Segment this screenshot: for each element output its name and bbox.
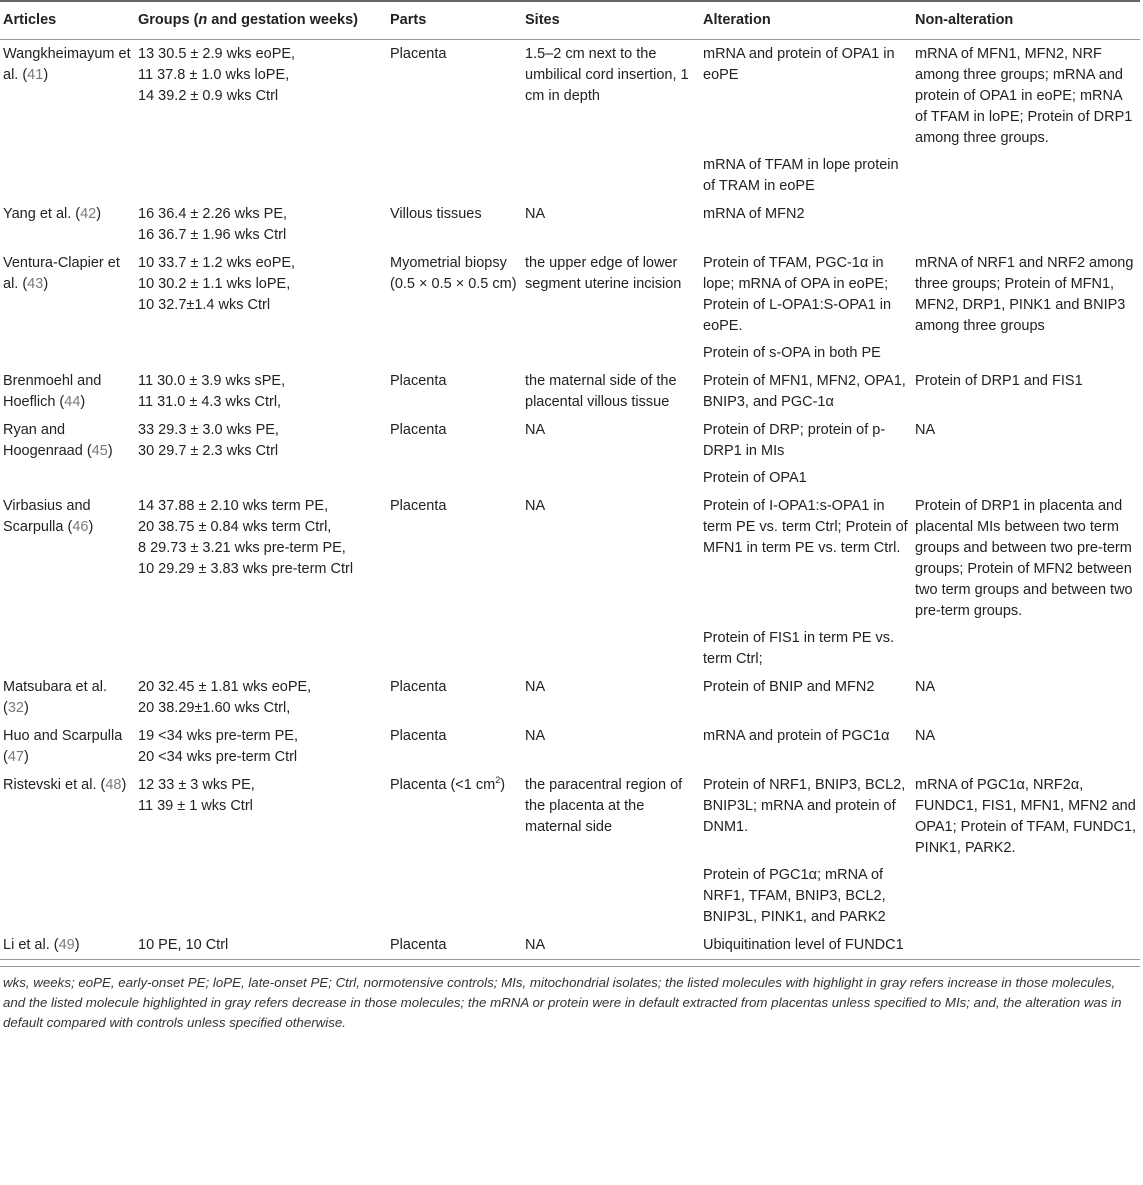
non-alteration-cell: Protein of DRP1 and FIS1 (915, 373, 1083, 389)
table-row (0, 492, 1140, 625)
header-alteration: Alteration (700, 1, 912, 40)
citation-link[interactable]: 48 (105, 777, 122, 793)
citation-link[interactable]: 41 (27, 67, 44, 83)
non-alteration-cell: mRNA of MFN1, MFN2, NRF among three groups; mRNA and protein of OPA1 in eoPE; mRNA of TFAM in loPE; Protein of DRP1 among three groups. (915, 46, 1133, 146)
citation-link[interactable]: 43 (27, 276, 44, 292)
parts-cell: Placenta (390, 373, 447, 389)
group-line: 10 PE, 10 Ctrl (138, 937, 229, 953)
article-cell (0, 931, 135, 960)
sites-cell: the upper edge of lower segment uterine incision (525, 255, 682, 292)
non-alteration-cell: NA (915, 679, 936, 695)
group-line: 16 36.4 ± 2.26 wks PE, (138, 206, 288, 222)
alteration-cell: Protein of NRF1, BNIP3, BCL2, BNIP3L; mRNA and protein of DNM1. (703, 777, 906, 835)
parts-cell: Placenta (390, 422, 447, 438)
alteration-cell: mRNA and protein of OPA1 in eoPE (703, 46, 895, 83)
table-row (0, 200, 1140, 249)
article-name: Wangkheimayum et al. ( (3, 46, 131, 83)
article-paren: ) (23, 749, 29, 765)
article-name: Yang et al. ( (3, 206, 81, 222)
groups-cell (135, 416, 387, 465)
citation-link[interactable]: 45 (91, 443, 108, 459)
table-row (0, 416, 1140, 465)
group-line: 13 30.5 ± 2.9 wks eoPE, (138, 46, 296, 62)
article-name: Huo and Scarpulla ( (3, 728, 123, 765)
article-cell (0, 367, 135, 416)
parts-cell: Placenta (390, 498, 447, 514)
alteration-cell: Protein of BNIP and MFN2 (703, 679, 875, 695)
groups-cell (135, 367, 387, 416)
alteration-cell: Protein of MFN1, MFN2, OPA1, BNIP3, and PGC-1α (703, 373, 906, 410)
table-row (0, 673, 1140, 722)
article-cell (0, 722, 135, 771)
article-cell (0, 771, 135, 862)
article-cell (0, 673, 135, 722)
header-groups-n: n (198, 12, 208, 28)
citation-link[interactable]: 49 (58, 937, 75, 953)
group-line: 11 37.8 ± 1.0 wks loPE, (138, 67, 290, 83)
alteration-cell-2: Protein of OPA1 (703, 470, 807, 486)
group-line: 11 39 ± 1 wks Ctrl (138, 798, 253, 814)
article-cell (0, 416, 135, 465)
sites-cell: the paracentral region of the placenta at the maternal side (525, 777, 683, 835)
article-cell (0, 40, 135, 153)
non-alteration-cell (912, 931, 1140, 960)
group-line: 20 32.45 ± 1.81 wks eoPE, (138, 679, 312, 695)
alteration-cell: mRNA of MFN2 (703, 206, 805, 222)
table-subrow (0, 465, 1140, 492)
sites-cell: NA (525, 498, 546, 514)
header-sites: Sites (522, 1, 700, 40)
citation-link[interactable]: 47 (7, 749, 24, 765)
alteration-cell: Protein of I-OPA1:s-OPA1 in term PE vs. term Ctrl; Protein of MFN1 in term PE vs. term Ctrl. (703, 498, 908, 556)
sites-cell: 1.5–2 cm next to the umbilical cord insertion, 1 cm in depth (525, 46, 689, 104)
alteration-cell-2: Protein of PGC1α; mRNA of NRF1, TFAM, BNIP3, BCL2, BNIP3L, PINK1, and PARK2 (703, 867, 886, 925)
table-header (0, 1, 1140, 40)
parts-cell: Villous tissues (390, 206, 482, 222)
article-name: Matsubara et al. ( (3, 679, 107, 716)
group-line: 14 37.88 ± 2.10 wks term PE, (138, 498, 329, 514)
non-alteration-cell: mRNA of PGC1α, NRF2α, FUNDC1, FIS1, MFN1, MFN2 and OPA1; Protein of TFAM, FUNDC1, PINK1, PARK2. (915, 777, 1137, 856)
article-paren: ) (23, 700, 29, 716)
parts-cell: Placenta (390, 679, 447, 695)
article-paren: ) (74, 937, 80, 953)
article-cell (0, 249, 135, 340)
header-groups-pre: Groups ( (138, 12, 199, 28)
table-row (0, 931, 1140, 960)
citation-link[interactable]: 32 (7, 700, 24, 716)
table-row (0, 249, 1140, 340)
parts-cell: Placenta (387, 931, 522, 960)
table-row (0, 367, 1140, 416)
group-line: 12 33 ± 3 wks PE, (138, 777, 255, 793)
article-name: Ristevski et al. ( (3, 777, 106, 793)
citation-link[interactable]: 42 (80, 206, 97, 222)
table-row (0, 771, 1140, 862)
alteration-cell: mRNA and protein of PGC1α (703, 728, 890, 744)
table-row (0, 722, 1140, 771)
group-line: 10 33.7 ± 1.2 wks eoPE, (138, 255, 296, 271)
group-line: 30 29.7 ± 2.3 wks Ctrl (138, 443, 279, 459)
header-articles: Articles (0, 1, 135, 40)
header-groups-post: and gestation weeks) (207, 12, 358, 28)
article-paren: ) (121, 777, 127, 793)
parts-cell: Myometrial biopsy (0.5 × 0.5 × 0.5 cm) (390, 255, 517, 292)
non-alteration-cell: mRNA of NRF1 and NRF2 among three groups; Protein of MFN1, MFN2, DRP1, PINK1 and BNIP3 among three groups (915, 255, 1134, 334)
parts-cell: Placenta (390, 46, 447, 62)
parts-cell (387, 771, 522, 862)
article-name: Ryan and Hoogenraad ( (3, 422, 92, 459)
groups-cell (135, 40, 387, 153)
groups-cell (135, 249, 387, 340)
article-paren: ) (107, 443, 113, 459)
alteration-cell-2: mRNA of TFAM in lope protein of TRAM in eoPE (703, 157, 899, 194)
alteration-cell: Protein of TFAM, PGC-1α in lope; mRNA of OPA in eoPE; Protein of L-OPA1:S-OPA1 in eoPE. (703, 255, 892, 334)
article-name: Li et al. ( (3, 937, 59, 953)
table-row (0, 40, 1140, 153)
group-line: 20 38.29±1.60 wks Ctrl, (138, 700, 291, 716)
table-subrow (0, 340, 1140, 367)
article-paren: ) (80, 394, 86, 410)
non-alteration-cell: NA (915, 728, 936, 744)
group-line: 11 31.0 ± 4.3 wks Ctrl, (138, 394, 282, 410)
group-line: 14 39.2 ± 0.9 wks Ctrl (138, 88, 279, 104)
alteration-cell-2: Protein of s-OPA in both PE (703, 345, 881, 361)
groups-cell (135, 200, 387, 249)
group-line: 10 32.7±1.4 wks Ctrl (138, 297, 271, 313)
sites-cell: NA (525, 206, 546, 222)
sites-cell: NA (525, 422, 546, 438)
article-paren: ) (96, 206, 102, 222)
parts-cell: Placenta (390, 728, 447, 744)
group-line: 16 36.7 ± 1.96 wks Ctrl (138, 227, 287, 243)
group-line: 20 38.75 ± 0.84 wks term Ctrl, (138, 519, 332, 535)
parts-paren: ) (500, 777, 506, 793)
article-paren: ) (88, 519, 94, 535)
article-name: Ventura-Clapier et al. ( (3, 255, 120, 292)
non-alteration-cell: NA (915, 422, 936, 438)
group-line: 33 29.3 ± 3.0 wks PE, (138, 422, 279, 438)
groups-cell (135, 931, 387, 960)
groups-cell (135, 673, 387, 722)
article-name: Virbasius and Scarpulla ( (3, 498, 91, 535)
table-footnote: wks, weeks; eoPE, early-onset PE; loPE, late-onset PE; Ctrl, normotensive controls; MIs, mitochondrial isolates; the listed molecules with highlight in gray refers increase in those molecules, and the listed molecule highlighted in gray refers decrease in those molecules; the mRNA or protein were in default extracted from placentas unless specified to MIs; and, the alteration was in default compared with controls unless specified otherwise. (0, 966, 1140, 1033)
parts-superscript: 2 (495, 775, 501, 786)
group-line: 8 29.73 ± 3.21 wks pre-term PE, (138, 540, 346, 556)
alteration-cell: Ubiquitination level of FUNDC1 (700, 931, 912, 960)
sites-cell: NA (522, 931, 700, 960)
article-paren: ) (43, 67, 49, 83)
header-non-alteration: Non-alteration (912, 1, 1140, 40)
group-line: 19 <34 wks pre-term PE, (138, 728, 298, 744)
article-cell (0, 492, 135, 625)
groups-cell (135, 492, 387, 625)
groups-cell (135, 771, 387, 862)
citation-link[interactable]: 46 (72, 519, 89, 535)
table-subrow (0, 862, 1140, 931)
sites-cell: the maternal side of the placental villous tissue (525, 373, 677, 410)
citation-link[interactable]: 44 (64, 394, 81, 410)
group-line: 10 30.2 ± 1.1 wks loPE, (138, 276, 291, 292)
header-groups (135, 1, 387, 40)
article-cell (0, 200, 135, 249)
article-paren: ) (43, 276, 49, 292)
non-alteration-cell (912, 200, 1140, 249)
article-name: Brenmoehl and Hoeflich ( (3, 373, 102, 410)
alteration-cell: Protein of DRP; protein of p-DRP1 in MIs (703, 422, 886, 459)
sites-cell: NA (525, 728, 546, 744)
group-line: 20 <34 wks pre-term Ctrl (138, 749, 298, 765)
non-alteration-cell: Protein of DRP1 in placenta and placental MIs between two term groups and between two pre-term groups; Protein of MFN2 between two term groups and between two pre-term groups. (915, 498, 1133, 619)
parts-text: Placenta (<1 cm (390, 777, 496, 793)
table-subrow (0, 152, 1140, 200)
sites-cell: NA (525, 679, 546, 695)
header-parts: Parts (387, 1, 522, 40)
group-line: 10 29.29 ± 3.83 wks pre-term Ctrl (138, 561, 354, 577)
groups-cell (135, 722, 387, 771)
table-subrow (0, 625, 1140, 673)
group-line: 11 30.0 ± 3.9 wks sPE, (138, 373, 286, 389)
alteration-cell-2: Protein of FIS1 in term PE vs. term Ctrl; (703, 630, 894, 667)
